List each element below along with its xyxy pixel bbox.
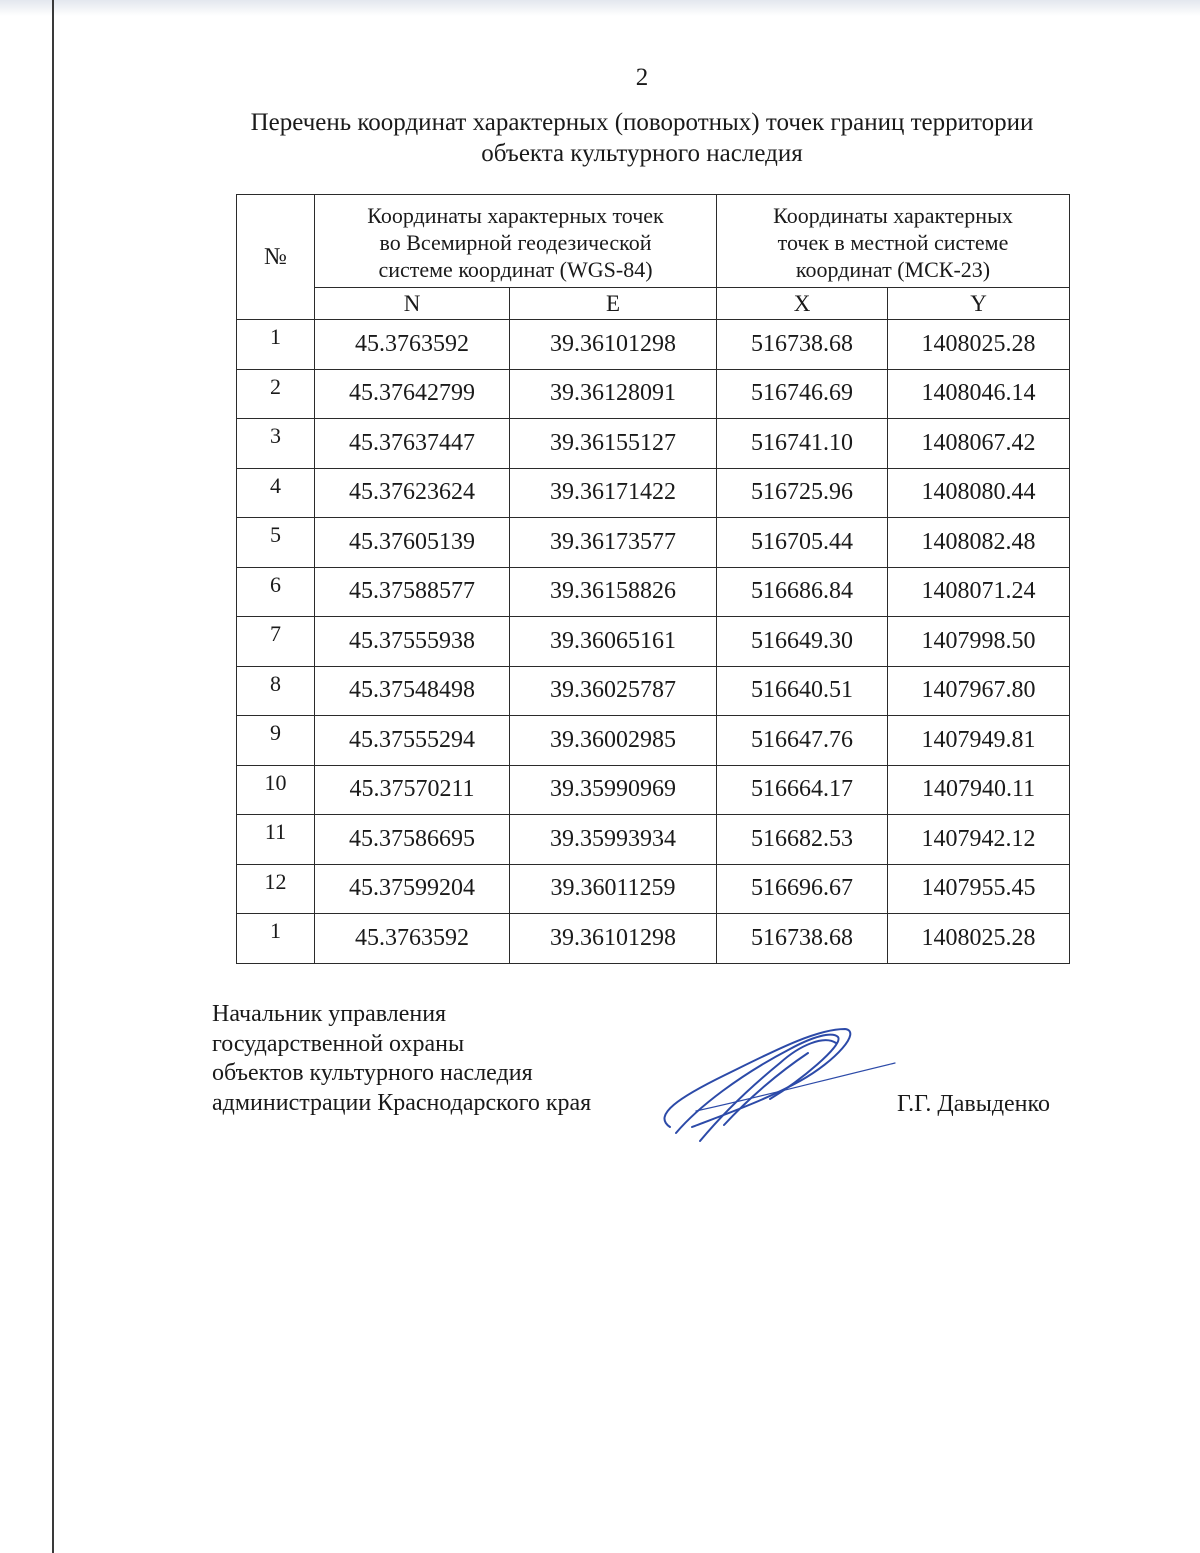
table-row: [237, 468, 1070, 518]
point-number: 7: [237, 617, 315, 667]
cell-n: 45.37637447: [315, 419, 510, 469]
table-header-row: [237, 195, 1070, 288]
cell-e: 39.36155127: [510, 419, 717, 469]
position-line-1: Начальник управления: [212, 1001, 447, 1027]
cell-e: 39.35993934: [510, 815, 717, 865]
cell-y: 1408046.14: [888, 369, 1070, 419]
cell-n: 45.37555938: [315, 617, 510, 667]
table-row: [237, 864, 1070, 914]
cell-y: 1408025.28: [888, 914, 1070, 964]
title-line-1: Перечень координат характерных (поворотных) точек границ территории: [250, 109, 1034, 136]
point-number: 4: [237, 468, 315, 518]
signature-stroke: [696, 1063, 895, 1111]
table-row: [237, 369, 1070, 419]
cell-e: 39.36158826: [510, 567, 717, 617]
scan-top-edge: [0, 0, 1200, 16]
point-number: 9: [237, 716, 315, 766]
cell-n: 45.37570211: [315, 765, 510, 815]
signature-strokes: [664, 1029, 895, 1141]
table-row: [237, 716, 1070, 766]
table-subheader-row: [237, 288, 1070, 320]
wgs84-header-line-3: системе координат (WGS-84): [378, 257, 653, 282]
cell-e: 39.36025787: [510, 666, 717, 716]
point-number: 1: [237, 914, 315, 964]
msk23-group-header: [717, 195, 1070, 288]
cell-x: 516664.17: [717, 765, 888, 815]
cell-x: 516741.10: [717, 419, 888, 469]
table-row: [237, 567, 1070, 617]
cell-x: 516640.51: [717, 666, 888, 716]
msk23-header-line-2: точек в местной системе: [777, 230, 1009, 255]
point-number: 2: [237, 369, 315, 419]
cell-n: 45.37548498: [315, 666, 510, 716]
point-number: 3: [237, 419, 315, 469]
cell-y: 1407949.81: [888, 716, 1070, 766]
signer-name: Г.Г. Давыденко: [897, 1091, 1050, 1117]
cell-y: 1407998.50: [888, 617, 1070, 667]
cell-x: 516649.30: [717, 617, 888, 667]
table-row: [237, 914, 1070, 964]
table-row: [237, 518, 1070, 568]
cell-n: 45.37599204: [315, 864, 510, 914]
cell-x: 516696.67: [717, 864, 888, 914]
msk23-header-line-1: Координаты характерных: [773, 203, 1013, 228]
msk23-header-line-3: координат (МСК-23): [795, 257, 991, 282]
cell-y: 1407942.12: [888, 815, 1070, 865]
cell-y: 1408025.28: [888, 320, 1070, 370]
cell-y: 1408080.44: [888, 468, 1070, 518]
e-column-header: E: [510, 288, 717, 320]
cell-e: 39.35990969: [510, 765, 717, 815]
cell-x: 516647.76: [717, 716, 888, 766]
number-column-header: №: [237, 195, 315, 320]
signature-stroke: [676, 1035, 839, 1133]
point-number: 11: [237, 815, 315, 865]
cell-e: 39.36171422: [510, 468, 717, 518]
cell-n: 45.3763592: [315, 914, 510, 964]
cell-x: 516686.84: [717, 567, 888, 617]
wgs84-header-line-2: во Всемирной геодезической: [379, 230, 652, 255]
cell-x: 516725.96: [717, 468, 888, 518]
cell-n: 45.37605139: [315, 518, 510, 568]
cell-y: 1407967.80: [888, 666, 1070, 716]
point-number: 1: [237, 320, 315, 370]
point-number: 10: [237, 765, 315, 815]
cell-y: 1407940.11: [888, 765, 1070, 815]
position-line-2: государственной охраны: [212, 1030, 465, 1057]
signatory-position: [212, 1000, 591, 1118]
cell-n: 45.37586695: [315, 815, 510, 865]
point-number: 6: [237, 567, 315, 617]
scan-left-edge: [52, 0, 54, 1553]
point-number: 12: [237, 864, 315, 914]
signature-stroke: [700, 1040, 836, 1141]
cell-y: 1408082.48: [888, 518, 1070, 568]
point-number: 8: [237, 666, 315, 716]
title-line-2: объекта культурного наследия: [481, 140, 803, 167]
x-column-header: X: [717, 288, 888, 320]
signature-stroke: [724, 1053, 808, 1125]
document-title: [200, 107, 1084, 169]
cell-e: 39.36065161: [510, 617, 717, 667]
cell-e: 39.36128091: [510, 369, 717, 419]
table-row: [237, 419, 1070, 469]
cell-x: 516682.53: [717, 815, 888, 865]
cell-n: 45.37555294: [315, 716, 510, 766]
wgs84-header-line-1: Координаты характерных точек: [367, 203, 664, 228]
cell-e: 39.36002985: [510, 716, 717, 766]
table-row: [237, 617, 1070, 667]
position-line-3: объектов культурного наследия: [212, 1060, 533, 1086]
table-row: [237, 815, 1070, 865]
table-row: [237, 320, 1070, 370]
cell-y: 1408071.24: [888, 567, 1070, 617]
cell-e: 39.36011259: [510, 864, 717, 914]
cell-n: 45.37642799: [315, 369, 510, 419]
cell-x: 516705.44: [717, 518, 888, 568]
table-row: [237, 765, 1070, 815]
position-line-4: администрации Краснодарского края: [212, 1089, 592, 1116]
point-number: 5: [237, 518, 315, 568]
coordinates-table: [236, 194, 1070, 964]
y-column-header: Y: [888, 288, 1070, 320]
cell-e: 39.36173577: [510, 518, 717, 568]
page-number: 2: [635, 64, 649, 91]
cell-e: 39.36101298: [510, 320, 717, 370]
n-column-header: N: [315, 288, 510, 320]
wgs84-group-header: [315, 195, 717, 288]
cell-n: 45.3763592: [315, 320, 510, 370]
cell-n: 45.37623624: [315, 468, 510, 518]
table-row: [237, 666, 1070, 716]
cell-x: 516746.69: [717, 369, 888, 419]
cell-y: 1407955.45: [888, 864, 1070, 914]
cell-x: 516738.68: [717, 914, 888, 964]
handwritten-signature: [640, 1015, 910, 1145]
cell-x: 516738.68: [717, 320, 888, 370]
cell-e: 39.36101298: [510, 914, 717, 964]
cell-n: 45.37588577: [315, 567, 510, 617]
cell-y: 1408067.42: [888, 419, 1070, 469]
signature-stroke: [664, 1029, 850, 1127]
